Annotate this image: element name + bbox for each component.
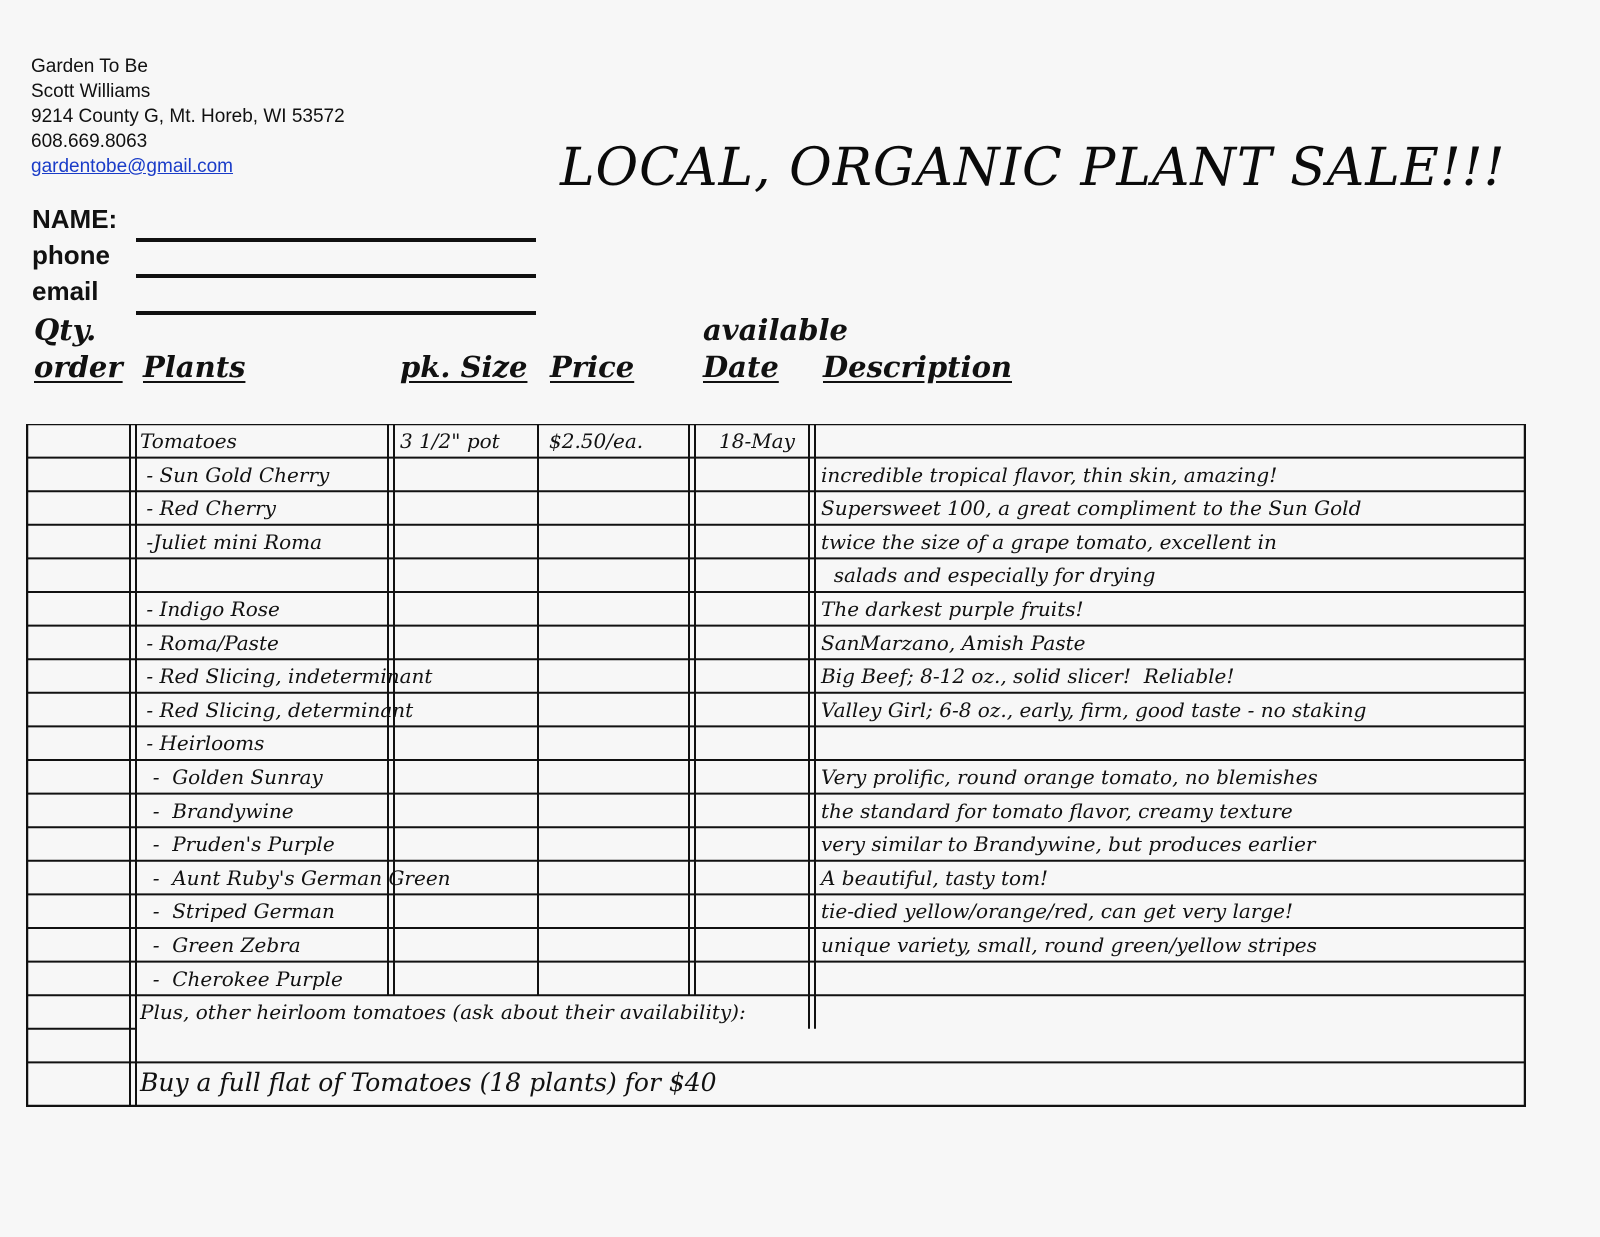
plant-name: - Cherokee Purple bbox=[140, 966, 343, 991]
qty-order-input[interactable] bbox=[28, 660, 129, 692]
business-name: Garden To Be bbox=[31, 56, 148, 77]
plant-name: - Brandywine bbox=[140, 798, 294, 823]
phone-field[interactable] bbox=[136, 274, 536, 278]
plant-name: -Juliet mini Roma bbox=[140, 529, 323, 554]
plant-description: unique variety, small, round green/yellow stripes bbox=[821, 933, 1317, 957]
plant-description: The darkest purple fruits! bbox=[821, 597, 1084, 621]
email-link[interactable]: gardentobe@gmail.com bbox=[31, 156, 234, 177]
plant-name: - Striped German bbox=[140, 899, 335, 924]
email-field[interactable] bbox=[136, 311, 536, 315]
header-qty: Qty. bbox=[34, 313, 97, 347]
qty-order-input[interactable] bbox=[28, 593, 129, 625]
plant-description: Big Beef; 8-12 oz., solid slicer! Reliable! bbox=[821, 664, 1235, 689]
plant-description: Valley Girl; 6-8 oz., early, firm, good taste - no staking bbox=[821, 697, 1367, 722]
qty-order-input[interactable] bbox=[28, 559, 129, 591]
header-order: order bbox=[34, 350, 123, 384]
plant-name: - Sun Gold Cherry bbox=[140, 462, 330, 487]
qty-order-input[interactable] bbox=[28, 862, 129, 894]
plant-description: twice the size of a grape tomato, excellent in bbox=[821, 529, 1277, 554]
address: 9214 County G, Mt. Horeb, WI 53572 bbox=[31, 106, 345, 127]
plant-name: - Red Slicing, indeterminant bbox=[140, 664, 433, 689]
plant-description: tie-died yellow/orange/red, can get very large! bbox=[821, 899, 1294, 924]
qty-order-input[interactable] bbox=[28, 761, 129, 793]
email-label: email bbox=[32, 276, 99, 306]
owner-name: Scott Williams bbox=[31, 81, 151, 102]
phone-number: 608.669.8063 bbox=[31, 131, 148, 152]
plant-description: very similar to Brandywine, but produces earlier bbox=[821, 832, 1316, 857]
header-date: Date bbox=[703, 350, 779, 384]
available-date: 18-May bbox=[719, 429, 795, 453]
qty-order-input[interactable] bbox=[28, 492, 129, 524]
plant-price: $2.50/ea. bbox=[549, 429, 644, 453]
name-field[interactable] bbox=[136, 238, 536, 242]
plant-name: - Roma/Paste bbox=[140, 630, 279, 655]
qty-order-input[interactable] bbox=[28, 895, 129, 927]
plant-name: - Aunt Ruby's German Green bbox=[140, 865, 451, 890]
header-available: available bbox=[703, 313, 848, 347]
qty-order-input[interactable] bbox=[28, 627, 129, 659]
plant-description: incredible tropical flavor, thin skin, amazing! bbox=[821, 462, 1278, 487]
qty-order-input[interactable] bbox=[28, 795, 129, 827]
phone-label: phone bbox=[32, 240, 110, 270]
plant-name: - Golden Sunray bbox=[140, 765, 323, 789]
plant-name: - Pruden's Purple bbox=[140, 832, 335, 857]
contact-block bbox=[31, 54, 345, 179]
header-plants: Plants bbox=[143, 350, 246, 384]
header-description: Description bbox=[823, 350, 1012, 384]
pot-size: 3 1/2" pot bbox=[400, 429, 500, 453]
flat-offer: Buy a full flat of Tomatoes (18 plants) for $40 bbox=[140, 1068, 717, 1098]
plant-name: - Red Cherry bbox=[140, 496, 276, 521]
plant-name: - Green Zebra bbox=[140, 933, 301, 957]
qty-order-input[interactable] bbox=[28, 929, 129, 961]
page-title: LOCAL, ORGANIC PLANT SALE!!! bbox=[560, 138, 1506, 198]
plant-name: Tomatoes bbox=[140, 429, 237, 453]
qty-order-input[interactable] bbox=[28, 425, 129, 457]
order-table bbox=[26, 424, 1526, 1107]
plant-description: A beautiful, tasty tom! bbox=[821, 865, 1049, 890]
qty-order-input[interactable] bbox=[28, 459, 129, 491]
plant-description: the standard for tomato flavor, creamy texture bbox=[821, 798, 1293, 823]
other-heirlooms-note: Plus, other heirloom tomatoes (ask about their availability): bbox=[140, 1000, 746, 1025]
qty-order-input[interactable] bbox=[28, 963, 129, 995]
plant-description: SanMarzano, Amish Paste bbox=[821, 630, 1086, 655]
plant-name: - Red Slicing, determinant bbox=[140, 697, 414, 722]
plant-description: Supersweet 100, a great compliment to the Sun Gold bbox=[821, 496, 1362, 521]
qty-order-input[interactable] bbox=[28, 727, 129, 759]
plant-description: Very prolific, round orange tomato, no blemishes bbox=[821, 765, 1318, 789]
name-label: NAME: bbox=[32, 204, 118, 234]
plant-name: - Heirlooms bbox=[140, 731, 265, 756]
qty-order-input[interactable] bbox=[28, 828, 129, 860]
plant-name: - Indigo Rose bbox=[140, 597, 280, 621]
header-pk-size: pk. Size bbox=[400, 350, 528, 384]
qty-order-input[interactable] bbox=[28, 526, 129, 558]
qty-order-input[interactable] bbox=[28, 694, 129, 726]
header-price: Price bbox=[550, 350, 635, 384]
plant-description: salads and especially for drying bbox=[821, 563, 1156, 588]
